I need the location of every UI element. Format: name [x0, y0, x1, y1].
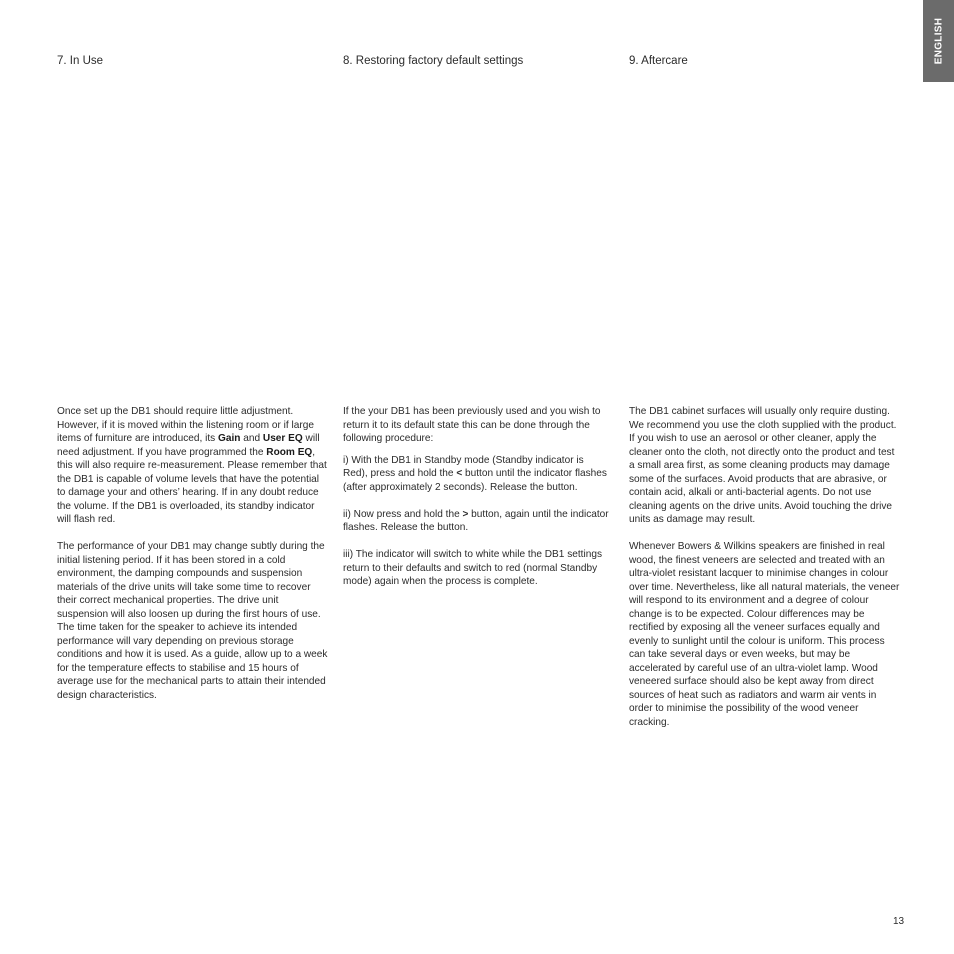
room-eq-term: Room EQ	[266, 446, 313, 458]
restoring-step-3: iii) The indicator will switch to white while the DB1 settings return to their defaults and switch to red (normal Standby mode) again when the process is complete.	[343, 549, 602, 587]
text-segment: will need adjustment. If you have programmed the	[57, 433, 320, 458]
restoring-step-1	[343, 454, 611, 495]
language-tab-label: ENGLISH	[933, 17, 944, 65]
heading-in-use: 7. In Use	[57, 55, 104, 67]
text-segment: button, again until the indicator flashes. Release the button.	[343, 508, 609, 533]
in-use-paragraph-2: The performance of your DB1 may change subtly during the initial listening period. If it has been stored in a cold environment, the damping compounds and suspension materials of the drive units will take some time to recover their correct mechanical properties. The drive unit suspension will also loosen up during the first hours of use. The time taken for the speaker to achieve its intended performance will vary depending on previous storage conditions and how it is used. As a guide, allow up to a week for the temperature effects to stabilise and 15 hours of average use for the mechanical parts to attain their intended design characteristics.	[57, 541, 328, 701]
user-eq-term: User EQ	[262, 433, 303, 444]
text-segment: button until the indicator flashes (after approximately 2 seconds). Release the button.	[343, 468, 607, 493]
text-segment: Once set up the DB1 should require little adjustment. However, if it is moved within the listening room or if large items of furniture are introduced, its	[57, 406, 314, 444]
language-tab	[923, 0, 954, 82]
text-segment: ii) Now press and hold the	[343, 508, 463, 520]
text-segment: and	[240, 433, 263, 444]
in-use-column	[57, 405, 329, 702]
aftercare-paragraph-2: Whenever Bowers & Wilkins speakers are finished in real wood, the finest veneers are selected and treated with an ultra-violet resistant lacquer to minimise changes in colour over time. Nevertheless, like all natural materials, the veneer will respond to its environment and a degree of colour change is to be expected. Colour differences may be rectified by exposing all the veneer surfaces equally and evenly to sunlight until the colour is uniform. This process can take several days or even weeks, but may be accelerated by careful use of an ultra-violet lamp. Wood veneered surface should also be kept away from direct sources of heat such as radiators and warm air vents in order to minimise the possibility of the wood veneer cracking.	[629, 541, 900, 728]
aftercare-paragraph-1: The DB1 cabinet surfaces will usually only require dusting. We recommend you use the cloth supplied with the product. If you wish to use an aerosol or other cleaner, apply the cleaner onto the cloth, not directly onto the product and test a small area first, as some cleaning products may damage some of the surfaces. Avoid products that are abrasive, or contain acid, alkali or anti-bacterial agents. Do not use cleaning agents on the drive units. Avoid touching the drive units as damage may result.	[629, 406, 897, 525]
restoring-intro: If the your DB1 has been previously used and you wish to return it to its default state this can be done through the following procedure:	[343, 406, 601, 444]
page-number: 13	[893, 916, 905, 927]
text-segment: , this will also require re-measurement. Please remember that the DB1 is capable of volume levels that have the potential to damage your and others’ hearing. If in any doubt reduce the volume. If the DB1 is overloaded, its standby indicator will flash red.	[57, 446, 327, 525]
gain-term: Gain	[218, 433, 241, 444]
in-use-paragraph-1	[57, 405, 329, 527]
heading-aftercare: 9. Aftercare	[629, 55, 688, 67]
text-segment: i) With the DB1 in Standby mode (Standby indicator is Red), press and hold the	[343, 454, 584, 479]
heading-restoring: 8. Restoring factory default settings	[343, 55, 524, 67]
right-button-icon: >	[462, 508, 469, 520]
restoring-step-2	[343, 508, 611, 535]
restoring-column	[343, 405, 611, 602]
left-button-icon: <	[456, 468, 463, 479]
aftercare-column	[629, 405, 901, 729]
